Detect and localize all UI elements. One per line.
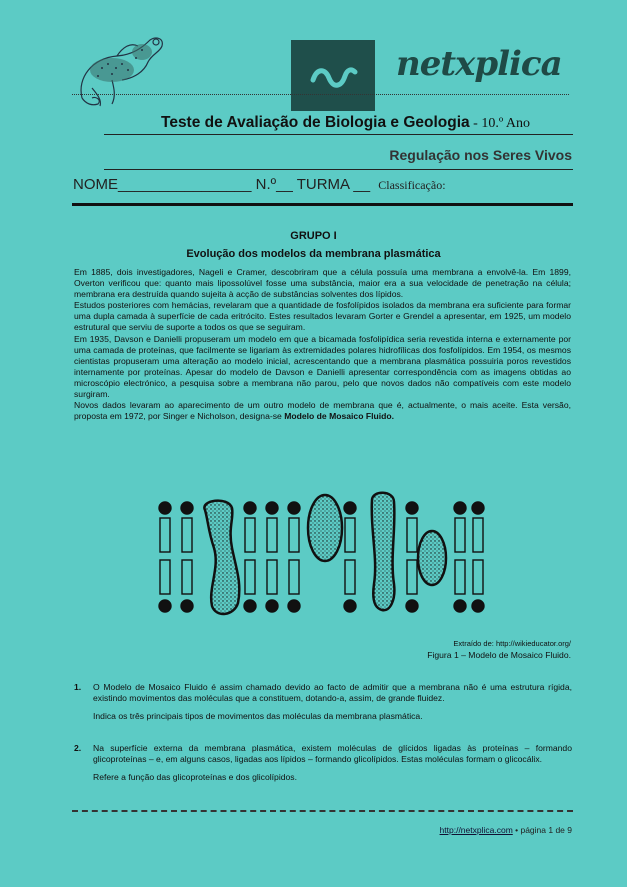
protein-3: [372, 493, 395, 610]
figure-caption: Figura 1 – Modelo de Mosaico Fluido.: [427, 650, 571, 660]
phospholipid-head: [288, 502, 300, 514]
wave-logo-icon: [291, 40, 375, 111]
title-rule: [104, 134, 573, 135]
phospholipid-tail: [182, 518, 192, 552]
phospholipid-tail: [160, 560, 170, 594]
question-task: Indica os três principais tipos de movimentos das moléculas da membrana plasmática.: [93, 711, 423, 722]
question-statement: Na superfície externa da membrana plasmática, existem moléculas de glícidos ligadas às proteínas – formando glicoproteínas – e, em alguns casos, ligadas aos lípidos – formando glicolípidos. Estas moléculas formam o glicocálix.: [93, 743, 572, 765]
phospholipid-head: [244, 502, 256, 514]
phospholipid-tail: [473, 518, 483, 552]
question-1: [74, 682, 572, 729]
footer-link[interactable]: http://netxplica.com: [439, 825, 513, 835]
intro-text: [74, 267, 571, 422]
phospholipid-tail: [345, 560, 355, 594]
phospholipid-head: [266, 600, 278, 612]
phospholipid-tail: [289, 518, 299, 552]
phospholipid-head: [406, 502, 418, 514]
title-separator: -: [469, 116, 482, 131]
question-number: 1.: [74, 682, 82, 692]
header-thick-rule: [72, 203, 573, 206]
school-year: 10.º Ano: [481, 116, 531, 131]
model-name: Modelo de Mosaico Fluido.: [284, 411, 395, 422]
logo-box: [291, 40, 375, 111]
paragraph: Em 1935, Davson e Danielli propuseram um modelo em que a bicamada fosfolipídica seria revestida interna e externamente por uma camada de proteínas, que facilmente se ligariam às extremidades polares hidrofílicas dos fosfolípidos. Em 1954, os mesmos cientistas propuseram uma alteração ao modelo inicial, acrescentando que a membrana plasmática possuiria poros revestidos internamente por proteínas. Apesar do modelo de Davson e Danielli apresentar correspondência com as imagens obtidas ao microscópio electrónico, a pesquisa sobre a membrana não parou, pelo que novos dados não compatíveis com este modelo surgiram.: [74, 333, 571, 400]
phospholipid-head: [454, 502, 466, 514]
protein-2: [308, 495, 342, 561]
phospholipid-head: [159, 502, 171, 514]
phospholipid-tail: [473, 560, 483, 594]
phospholipid-head: [181, 600, 193, 612]
phospholipid-head: [288, 600, 300, 612]
phospholipid-tail: [455, 560, 465, 594]
name-number-class-fields: NOME________________ N.º__ TURMA __: [73, 176, 371, 193]
group-title: GRUPO I: [290, 230, 337, 242]
brand-logo-text: netxplica: [396, 44, 562, 84]
title-text: Teste de Avaliação de Biologia e Geologia: [161, 114, 470, 131]
fluid-mosaic-figure: [150, 488, 490, 623]
phospholipid-head: [344, 600, 356, 612]
question-number: 2.: [74, 743, 82, 753]
phospholipid-head: [406, 600, 418, 612]
question-statement: O Modelo de Mosaico Fluido é assim chamado devido ao facto de admitir que a membrana não é uma estrutura rígida, existindo movimentos das moléculas que a constituem, dotando-a, assim, de grande fluidez.: [93, 682, 572, 704]
paragraph: [74, 400, 571, 422]
question-2: [74, 743, 572, 790]
paragraph-text: Novos dados levaram ao aparecimento de um outro modelo de membrana que é, actualmente, o mais aceite. Esta versão, proposta em 1972, por Singer e Nicholson, designa-se: [74, 400, 571, 422]
phospholipid-tail: [245, 518, 255, 552]
protein-1: [204, 501, 239, 614]
phospholipid-tail: [245, 560, 255, 594]
page-number: • página 1 de 9: [512, 825, 572, 835]
figure-source: Extraído de: http://wikieducator.org/: [453, 639, 571, 648]
phospholipid-head: [344, 502, 356, 514]
question-task: Refere a função das glicoproteínas e dos glicolípidos.: [93, 772, 297, 783]
phospholipid-head: [266, 502, 278, 514]
footer-rule: [72, 810, 573, 812]
phospholipid-tail: [289, 560, 299, 594]
header-dotted-rule: [72, 94, 569, 95]
phospholipid-tail: [182, 560, 192, 594]
phospholipid-head: [181, 502, 193, 514]
student-info-line: [73, 176, 446, 193]
paragraph: Em 1885, dois investigadores, Nageli e Cramer, descobriram que a célula possuía uma membrana a envolvê-la. Em 1899, Overton verificou que: quanto mais lipossolúvel fosse uma substância, maior era a sua velocidade de penetração na célula; membrana era destruída quando sujeita à acção de substâncias solventes dos lípidos.: [74, 267, 571, 300]
subtitle-rule: [104, 169, 573, 170]
classification-label: Classificação:: [378, 178, 446, 192]
page-footer: [440, 825, 572, 835]
phospholipid-tail: [407, 560, 417, 594]
chameleon-illustration: [72, 28, 172, 110]
phospholipid-tail: [345, 518, 355, 552]
phospholipid-tail: [267, 518, 277, 552]
protein-4: [418, 531, 446, 585]
phospholipid-tail: [160, 518, 170, 552]
group-subtitle: Evolução dos modelos da membrana plasmática: [186, 248, 441, 260]
page-title: [161, 114, 530, 132]
paragraph: Estudos posteriores com hemácias, revelaram que a quantidade de fosfolípidos isolados da membrana era suficiente para formar uma dupla camada à superfície de cada eritrócito. Estes resultados levaram Gorter e Grendel a apresentar, em 1925, um modelo estrutural que serviu de suporte a todos os que se seguiram.: [74, 300, 571, 333]
phospholipid-head: [472, 502, 484, 514]
phospholipid-tail: [267, 560, 277, 594]
phospholipid-head: [244, 600, 256, 612]
phospholipid-head: [159, 600, 171, 612]
phospholipid-tail: [407, 518, 417, 552]
phospholipid-tail: [455, 518, 465, 552]
phospholipid-head: [454, 600, 466, 612]
page-subtitle: Regulação nos Seres Vivos: [389, 147, 572, 163]
phospholipid-head: [472, 600, 484, 612]
